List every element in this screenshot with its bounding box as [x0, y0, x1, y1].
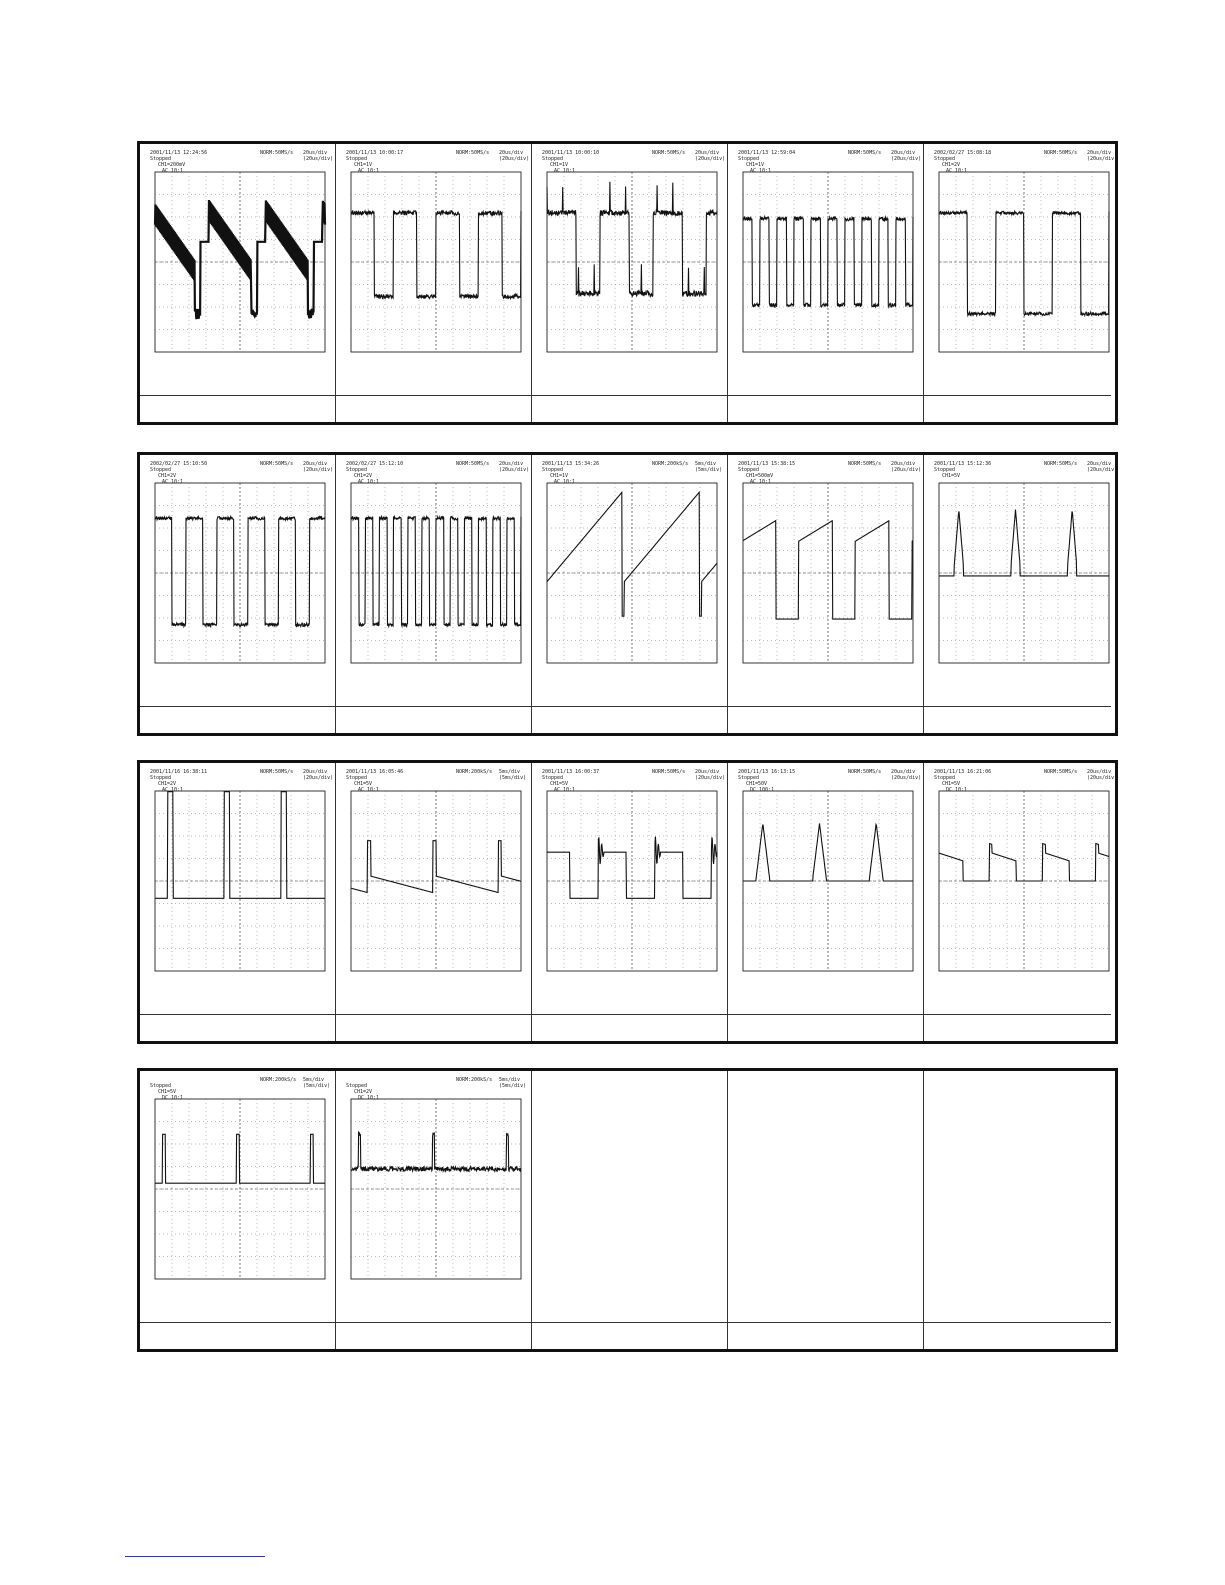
oscilloscope-screenshot — [932, 461, 1118, 709]
waveform-plot — [344, 150, 526, 398]
waveform-plot — [148, 461, 330, 709]
scope-timebase-zoom: (20us/div) — [303, 775, 334, 781]
waveform-plot — [736, 461, 918, 709]
waveform-plot — [344, 1077, 526, 1325]
scope-sample-mode: NORM:200kS/s — [456, 769, 493, 775]
scope-channel: CH1=2V — [942, 162, 961, 168]
scope-timebase: 20us/div — [695, 769, 720, 775]
scope-coupling: AC 10:1 — [358, 787, 380, 793]
waveform-cell — [140, 144, 336, 422]
oscilloscope-screenshot — [932, 769, 1118, 1017]
scope-status: Stopped — [934, 156, 956, 162]
oscilloscope-screenshot — [736, 461, 922, 709]
scope-status: Stopped — [542, 156, 564, 162]
oscilloscope-screenshot — [148, 461, 334, 709]
scope-channel: CH1=5V — [942, 781, 961, 787]
scope-coupling: AC 10:1 — [750, 479, 772, 485]
waveform-trace — [547, 492, 717, 616]
scope-timebase-zoom: (20us/div) — [303, 156, 334, 162]
scope-timebase-zoom: (20us/div) — [1087, 156, 1118, 162]
waveform-caption — [532, 706, 727, 733]
waveform-cell — [728, 455, 924, 733]
waveform-cell — [140, 1071, 336, 1349]
waveform-cell — [728, 1071, 924, 1349]
scope-timebase: 5ms/div — [499, 769, 521, 775]
oscilloscope-screenshot — [736, 150, 922, 398]
oscilloscope-screenshot — [344, 461, 530, 709]
scope-sample-mode: NORM:50MS/s — [652, 769, 686, 775]
scope-coupling: AC 10:1 — [162, 479, 184, 485]
waveform-plot — [344, 769, 526, 1017]
waveform-caption — [140, 1322, 335, 1349]
waveform-panel-row — [137, 760, 1118, 1044]
waveform-plot — [540, 150, 722, 398]
waveform-cell — [924, 144, 1118, 422]
scope-coupling: AC 10:1 — [358, 479, 380, 485]
scope-sample-mode: NORM:200kS/s — [456, 1077, 493, 1083]
scope-timebase-zoom: (20us/div) — [1087, 467, 1118, 473]
waveform-plot — [932, 769, 1114, 1017]
scope-coupling: DC 10:1 — [162, 1095, 184, 1101]
waveform-caption — [532, 1322, 727, 1349]
scope-sample-mode: NORM:50MS/s — [456, 150, 490, 156]
waveform-caption — [336, 1014, 531, 1041]
scope-sample-mode: NORM:50MS/s — [1044, 769, 1078, 775]
scope-channel: CH1=1V — [746, 162, 765, 168]
waveform-plot — [932, 461, 1114, 709]
waveform-caption — [728, 395, 923, 422]
scope-coupling: AC 10:1 — [358, 168, 380, 174]
scope-timebase: 20us/div — [891, 769, 916, 775]
oscilloscope-screenshot — [148, 769, 334, 1017]
scope-status: Stopped — [738, 467, 760, 473]
scope-timebase: 20us/div — [499, 150, 524, 156]
scope-coupling: AC 10:1 — [750, 168, 772, 174]
scope-timebase-zoom: (20us/div) — [891, 467, 922, 473]
scope-status: Stopped — [346, 775, 368, 781]
scope-status: Stopped — [346, 467, 368, 473]
scope-timebase-zoom: (20us/div) — [891, 775, 922, 781]
scope-timestamp: 2001/11/13 16:00:37 — [542, 769, 600, 775]
waveform-cell — [924, 763, 1118, 1041]
waveform-caption — [532, 1014, 727, 1041]
scope-timestamp: 2001/11/13 12:24:56 — [150, 150, 208, 156]
waveform-plot — [344, 461, 526, 709]
oscilloscope-screenshot — [736, 769, 922, 1017]
waveform-plot — [148, 1077, 330, 1325]
scope-channel: CH1=5V — [354, 781, 373, 787]
waveform-panel-row — [137, 141, 1118, 425]
scope-sample-mode: NORM:50MS/s — [1044, 150, 1078, 156]
scope-timebase-zoom: (20us/div) — [695, 775, 726, 781]
waveform-plot — [932, 150, 1114, 398]
waveform-cell — [336, 144, 532, 422]
waveform-cell — [728, 763, 924, 1041]
scope-coupling: DC 10:1 — [358, 1095, 380, 1101]
scope-sample-mode: NORM:50MS/s — [260, 150, 294, 156]
scope-channel: CH1=2V — [354, 473, 373, 479]
waveform-caption — [140, 706, 335, 733]
waveform-trace — [939, 211, 1109, 315]
oscilloscope-screenshot — [344, 769, 526, 1017]
waveform-plot — [148, 769, 330, 1017]
scope-timebase-zoom: (5ms/div) — [695, 467, 723, 473]
waveform-cell — [336, 1071, 532, 1349]
waveform-caption — [924, 1322, 1111, 1349]
scope-status: Stopped — [150, 1083, 172, 1089]
scope-timebase-zoom: (20us/div) — [1087, 775, 1118, 781]
scope-timestamp: 2001/11/13 16:21:06 — [934, 769, 992, 775]
scope-timebase: 20us/div — [1087, 769, 1112, 775]
scope-timebase-zoom: (20us/div) — [891, 156, 922, 162]
scope-timebase: 20us/div — [1087, 150, 1112, 156]
scope-channel: CH1=5V — [550, 781, 569, 787]
scope-channel: CH1=500mV — [746, 473, 774, 479]
scope-channel: CH1=1V — [354, 162, 373, 168]
waveform-cell — [532, 763, 728, 1041]
scope-channel: CH1=2V — [354, 1089, 373, 1095]
scope-sample-mode: NORM:200kS/s — [260, 1077, 297, 1083]
scope-timebase-zoom: (20us/div) — [499, 156, 530, 162]
waveform-caption — [140, 395, 335, 422]
scope-coupling: AC 10:1 — [946, 168, 968, 174]
scope-sample-mode: NORM:50MS/s — [1044, 461, 1078, 467]
waveform-trace — [351, 211, 521, 299]
waveform-trace — [351, 517, 521, 627]
scope-timestamp: 2001/11/13 16:05:46 — [346, 769, 404, 775]
scope-sample-mode: NORM:200kS/s — [652, 461, 689, 467]
scope-timebase: 20us/div — [891, 461, 916, 467]
scope-channel: CH1=5V — [942, 473, 961, 479]
waveform-caption — [728, 1322, 923, 1349]
scope-sample-mode: NORM:50MS/s — [848, 150, 882, 156]
scope-timebase: 20us/div — [303, 461, 328, 467]
oscilloscope-screenshot — [148, 150, 334, 398]
waveform-plot — [736, 150, 918, 398]
oscilloscope-screenshot — [540, 461, 722, 709]
scope-timebase-zoom: (20us/div) — [303, 467, 334, 473]
scope-status: Stopped — [150, 467, 172, 473]
waveform-caption — [924, 395, 1111, 422]
scope-channel: CH1=50V — [746, 781, 768, 787]
scope-timebase: 20us/div — [891, 150, 916, 156]
scope-status: Stopped — [542, 775, 564, 781]
scope-sample-mode: NORM:50MS/s — [260, 769, 294, 775]
waveform-plot — [540, 461, 722, 709]
scope-timestamp: 2001/11/13 10:00:17 — [346, 150, 404, 156]
scope-timestamp: 2002/02/27 15:12:10 — [346, 461, 404, 467]
scope-timebase-zoom: (5ms/div) — [303, 1083, 331, 1089]
oscilloscope-screenshot — [932, 150, 1118, 398]
scope-status: Stopped — [934, 467, 956, 473]
waveform-trace — [547, 182, 717, 297]
scope-status: Stopped — [738, 775, 760, 781]
waveform-caption — [728, 1014, 923, 1041]
waveform-caption — [336, 395, 531, 422]
scope-timestamp: 2001/11/16 16:38:11 — [150, 769, 208, 775]
waveform-cell — [532, 144, 728, 422]
scope-timebase: 5ms/div — [303, 1077, 325, 1083]
scope-timebase: 20us/div — [695, 150, 720, 156]
scope-timebase: 5ms/div — [695, 461, 717, 467]
scope-coupling: AC 10:1 — [162, 787, 184, 793]
scope-status: Stopped — [542, 467, 564, 473]
scope-timebase: 20us/div — [499, 461, 524, 467]
scope-timebase-zoom: (5ms/div) — [499, 775, 527, 781]
scope-status: Stopped — [346, 1083, 368, 1089]
scope-timestamp: 2002/02/27 15:08:18 — [934, 150, 992, 156]
scope-channel: CH1=200mV — [158, 162, 186, 168]
scope-coupling: AC 10:1 — [554, 787, 576, 793]
scope-coupling: DC 10:1 — [946, 787, 968, 793]
oscilloscope-screenshot — [540, 769, 726, 1017]
scope-timebase: 20us/div — [1087, 461, 1112, 467]
scope-timestamp: 2001/11/13 10:00:10 — [542, 150, 600, 156]
scope-timestamp: 2001/11/13 15:38:15 — [738, 461, 796, 467]
scope-timestamp: 2001/11/13 12:59:04 — [738, 150, 796, 156]
waveform-plot — [148, 150, 330, 398]
scope-channel: CH1=5V — [158, 1089, 177, 1095]
waveform-caption — [532, 395, 727, 422]
scope-channel: CH1=1V — [550, 162, 569, 168]
waveform-cell — [924, 455, 1118, 733]
waveform-plot — [736, 769, 918, 1017]
waveform-plot — [540, 769, 722, 1017]
waveform-caption — [336, 706, 531, 733]
scope-timebase-zoom: (20us/div) — [695, 156, 726, 162]
waveform-cell — [532, 1071, 728, 1349]
waveform-caption — [336, 1322, 531, 1349]
scope-timestamp: 2001/11/13 15:34:26 — [542, 461, 600, 467]
waveform-caption — [924, 706, 1111, 733]
scope-sample-mode: NORM:50MS/s — [848, 769, 882, 775]
scope-sample-mode: NORM:50MS/s — [260, 461, 294, 467]
waveform-cell — [532, 455, 728, 733]
waveform-cell — [336, 763, 532, 1041]
scope-coupling: AC 10:1 — [554, 479, 576, 485]
waveform-panel-row — [137, 1068, 1118, 1352]
scope-timebase: 20us/div — [303, 769, 328, 775]
oscilloscope-screenshot — [344, 1077, 526, 1325]
waveform-caption — [140, 1014, 335, 1041]
oscilloscope-screenshot — [148, 1077, 330, 1325]
scope-sample-mode: NORM:50MS/s — [456, 461, 490, 467]
scope-timebase: 5ms/div — [499, 1077, 521, 1083]
scope-timebase-zoom: (20us/div) — [499, 467, 530, 473]
scope-channel: CH1=2V — [158, 781, 177, 787]
scope-coupling: DC 100:1 — [750, 787, 775, 793]
scope-timestamp: 2002/02/27 15:10:50 — [150, 461, 208, 467]
scope-sample-mode: NORM:50MS/s — [848, 461, 882, 467]
oscilloscope-screenshot — [540, 150, 726, 398]
waveform-cell — [728, 144, 924, 422]
scope-status: Stopped — [934, 775, 956, 781]
scope-channel: CH1=2V — [158, 473, 177, 479]
scope-sample-mode: NORM:50MS/s — [652, 150, 686, 156]
scope-status: Stopped — [738, 156, 760, 162]
scope-timebase: 20us/div — [303, 150, 328, 156]
waveform-cell — [336, 455, 532, 733]
scope-timebase-zoom: (5ms/div) — [499, 1083, 527, 1089]
scope-timestamp: 2001/11/13 15:12:36 — [934, 461, 992, 467]
scope-coupling: AC 10:1 — [162, 168, 184, 174]
waveform-cell — [924, 1071, 1111, 1349]
waveform-trace — [155, 1134, 325, 1183]
waveform-panel-row — [137, 452, 1118, 736]
scope-status: Stopped — [346, 156, 368, 162]
scope-coupling: AC 10:1 — [554, 168, 576, 174]
waveform-caption — [728, 706, 923, 733]
waveform-caption — [924, 1014, 1111, 1041]
scope-status: Stopped — [150, 775, 172, 781]
waveform-cell — [140, 455, 336, 733]
scope-status: Stopped — [150, 156, 172, 162]
scope-channel: CH1=1V — [550, 473, 569, 479]
waveform-cell — [140, 763, 336, 1041]
footer-rule — [125, 1556, 265, 1557]
oscilloscope-screenshot — [344, 150, 530, 398]
scope-timestamp: 2001/11/13 16:13:15 — [738, 769, 796, 775]
